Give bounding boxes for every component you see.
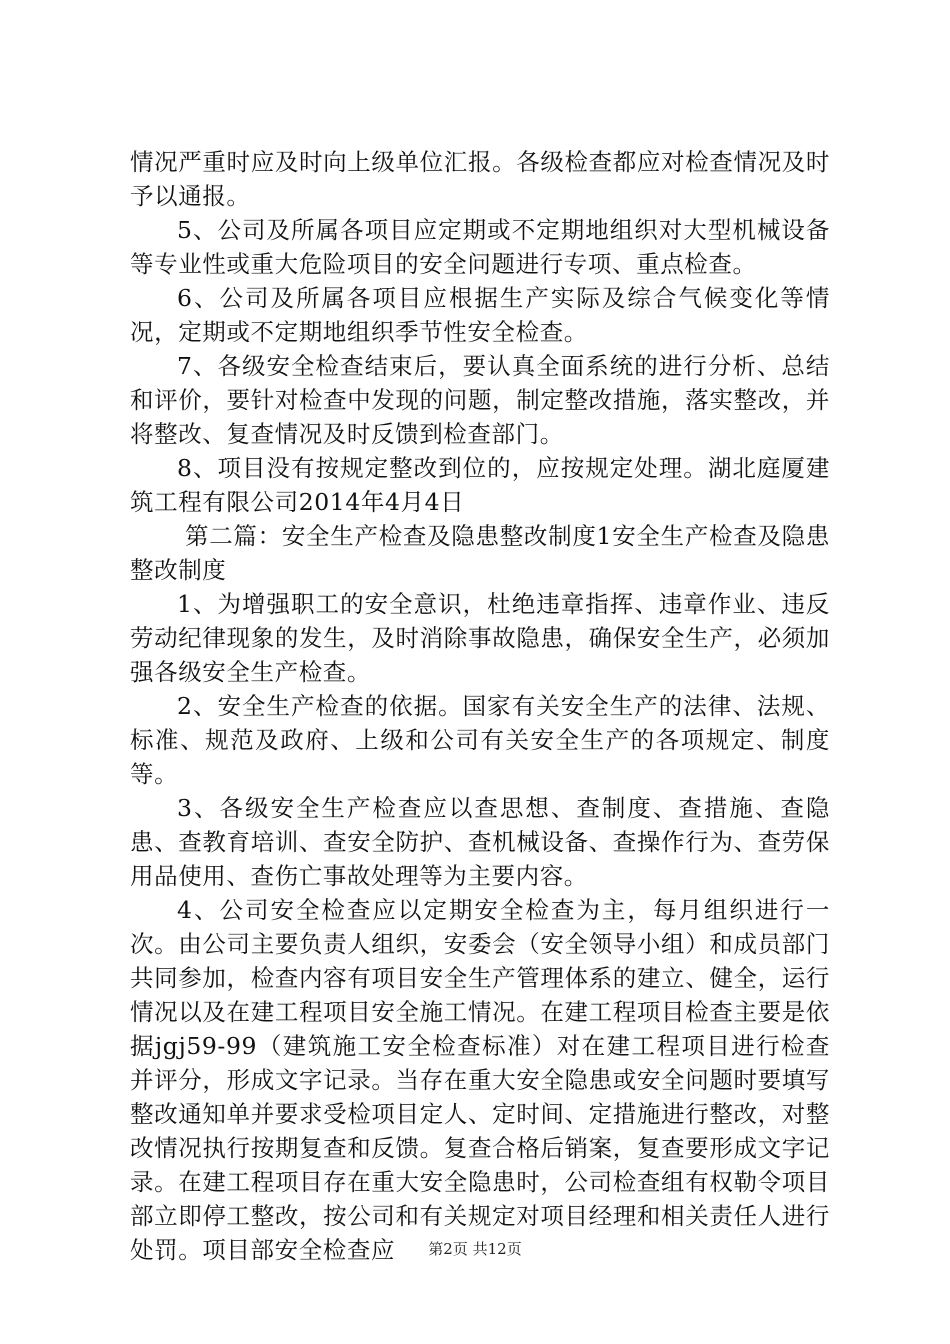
paragraph-continuation: 情况严重时应及时向上级单位汇报。各级检查都应对检查情况及时予以通报。 [130,148,830,210]
paragraph-item-6: 6、公司及所属各项目应根据生产实际及综合气候变化等情况，定期或不定期地组织季节性安全检查。 [130,284,830,346]
paragraph-item-1: 1、为增强职工的安全意识，杜绝违章指挥、违章作业、违反劳动纪律现象的发生，及时消除事故隐患，确保安全生产，必须加强各级安全生产检查。 [130,590,830,686]
page-number-footer: 第2页 共12页 [428,1240,522,1258]
paragraph-item-3: 3、各级安全生产检查应以查思想、查制度、查措施、查隐患、查教育培训、查安全防护、查机械设备、查操作行为、查劳保用品使用、查伤亡事故处理等为主要内容。 [130,794,830,890]
paragraph-item-4: 4、公司安全检查应以定期安全检查为主，每月组织进行一次。由公司主要负责人组织，安委会（安全领导小组）和成员部门共同参加，检查内容有项目安全生产管理体系的建立、健全，运行情况以及在建工程项目安全施工情况。在建工程项目检查主要是依据jgj59-99（建筑施工安全检查标准）对在建工程项目进行检查并评分，形成文字记录。当存在重大安全隐患或安全问题时要填写整改通知单并要求受检项目定人、定时间、定措施进行整改，对整改情况执行按期复查和反馈。复查合格后销案，复查要形成文字记录。在建工程项目存在重大安全隐患时，公司检查组有权勒令项目部立即停工整改，按公司和有关规定对项目经理和相关责任人进行处罚。项目部安全检查应 [130,896,830,1264]
section-heading: 第二篇：安全生产检查及隐患整改制度1安全生产检查及隐患整改制度 [130,522,830,584]
paragraph-item-8: 8、项目没有按规定整改到位的，应按规定处理。湖北庭厦建筑工程有限公司2014年4月4日 [130,454,830,516]
paragraph-item-5: 5、公司及所属各项目应定期或不定期地组织对大型机械设备等专业性或重大危险项目的安全问题进行专项、重点检查。 [130,216,830,278]
paragraph-item-2: 2、安全生产检查的依据。国家有关安全生产的法律、法规、标准、规范及政府、上级和公司有关安全生产的各项规定、制度等。 [130,692,830,788]
document-body [130,145,830,1267]
paragraph-item-7: 7、各级安全检查结束后，要认真全面系统的进行分析、总结和评价，要针对检查中发现的问题，制定整改措施，落实整改，并将整改、复查情况及时反馈到检查部门。 [130,352,830,448]
